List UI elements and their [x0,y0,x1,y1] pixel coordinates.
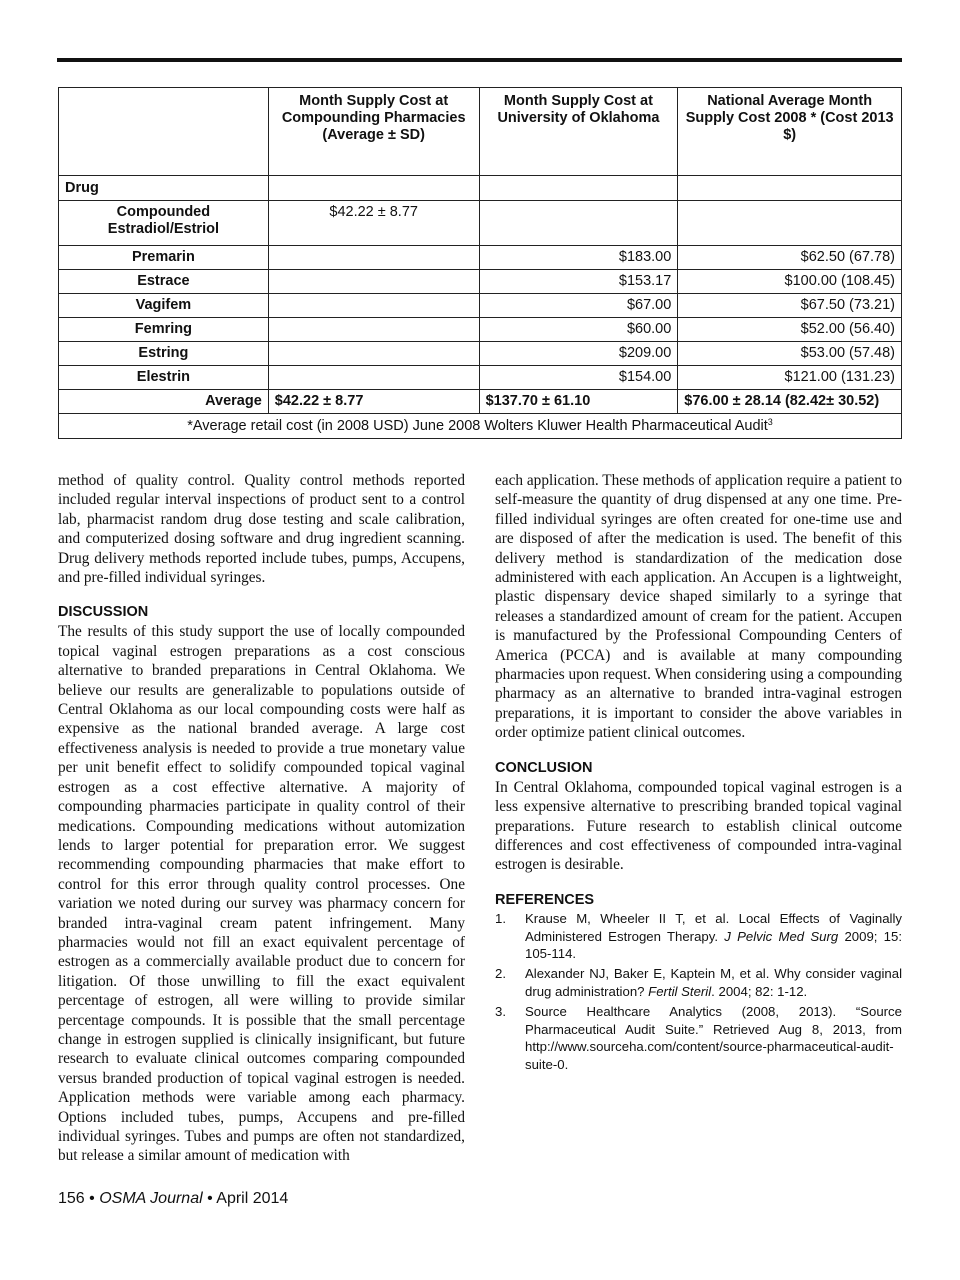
average-compounding: $42.22 ± 8.77 [268,390,479,414]
average-row [59,390,902,414]
reference-number: 3. [495,1003,506,1019]
list-item [495,965,902,1001]
reference-tail: . 2004; 82: 1-12. [711,983,808,999]
header-blank [59,88,269,176]
conclusion-heading: CONCLUSION [495,759,593,776]
ou-cost: $154.00 [479,366,678,390]
compounding-cost [268,294,479,318]
drug-name: Estring [59,342,269,366]
national-cost: $53.00 (57.48) [678,342,902,366]
table-row [59,294,902,318]
ou-cost: $209.00 [479,342,678,366]
header-ou: Month Supply Cost at University of Oklahoma [479,88,678,176]
cost-comparison-table [58,87,902,439]
drug-name: Estrace [59,270,269,294]
table-footnote [59,414,902,439]
average-ou: $137.70 ± 61.10 [479,390,678,414]
reference-text: Alexander NJ, Baker E, Kaptein M, et al. Why consider vaginal drug administration? [525,966,902,999]
left-column [58,471,465,1166]
list-item [495,1003,902,1074]
reference-tail: 2009; 15: 105-114. [525,928,903,962]
discussion-continuation: each application. These methods of application require a patient to self-measure the quantity of drug dispensed at any one time. Pre-filled individual syringes are often created for one-time use and are disposed of after the medication is used. The benefit of this delivery method is standardization of the medication dose administered with each application. An Accupen is a lightweight, plastic dispensary device shaped similarly to a syringe that releases a standardized amount of cream for the patient. Accupen is manufactured by the Professional Compounding Centers of America (PCCA) and is available at many compounding pharmacies upon request. When considering using a compounding pharmacy as an alternative to branded intra-vaginal estrogen preparations, it is important to consider the above variables in order optimize patient clinical outcomes. [495,472,902,742]
compounding-cost: $42.22 ± 8.77 [268,201,479,246]
discussion-heading: DISCUSSION [58,604,149,621]
national-cost: $52.00 (56.40) [678,318,902,342]
references-heading: REFERENCES [495,891,595,908]
references-list [495,910,902,1074]
discussion-text: The results of this study support the use of locally compounded topical vaginal estrogen preparations as a cost conscious alternative to branded preparations in Central Oklahoma. We believe our results are generalizable to populations outside of Central Oklahoma as our local compounding costs were half as expensive as the national branded average. A large cost effectiveness analysis is needed to provide a true monetary value per unit benefit effect to solidify compounded topical vaginal estrogen as a cost effective alternative. A majority of compounding pharmacies participate in quality control of their medications. Compounding medications without automization lends to larger potential for preparation error. We suggest recommending compounding pharmacies that make effort to control for this error through quality control processes. One variation we noted during our survey was pharmacy concern for branded intra-vaginal cream patent infringement. Many pharmacies would not fill an exact equivalent percentage of estrogen as a commercially available product due to concern for litigation. Of those unwilling to fill the exact equivalent percentage of estrogen, all were willing to provide similar percentage compounds. It is possible that the small percentage change in estrogen supplied is clinically insignificant, but future research to evaluate clinical outcomes comparing compounded versus branded production of topical vaginal estrogen is needed. Application methods were variable among each pharmacy. Options included tubes, pumps, Accupens and pre-filled individual syringes. Tubes and pumps are often not standardized, but release a similar amount of medication with [58,623,465,1165]
compounding-cost [268,246,479,270]
header-national: National Average Month Supply Cost 2008 * (Cost 2013 $) [678,88,902,176]
ou-cost: $183.00 [479,246,678,270]
table-row [59,201,902,246]
footer-separator: • [84,1190,100,1207]
table-row [59,318,902,342]
ou-cost: $60.00 [479,318,678,342]
drug-name: Compounded Estradiol/Estriol [59,201,269,246]
table-footnote-row [59,414,902,439]
reference-number: 2. [495,966,506,982]
ou-cost: $153.17 [479,270,678,294]
issue-date: April 2014 [216,1190,289,1207]
reference-journal: Fertil Steril [648,983,712,999]
table-row [59,342,902,366]
page-number: 156 [58,1190,85,1207]
average-national: $76.00 ± 28.14 (82.42± 30.52) [678,390,902,414]
footnote-text: *Average retail cost (in 2008 USD) June 2008 Wolters Kluwer Health Pharmaceutical Audit [187,417,768,434]
right-column [495,471,902,1076]
table-row [59,366,902,390]
drug-name: Premarin [59,246,269,270]
ou-cost [479,201,678,246]
table-row [59,246,902,270]
reference-number: 1. [495,910,506,926]
reference-journal: J Pelvic Med Surg [724,928,839,944]
national-cost: $62.50 (67.78) [678,246,902,270]
table-header-row [59,88,902,176]
footer-separator: • [202,1190,217,1207]
ou-cost: $67.00 [479,294,678,318]
national-cost [678,201,902,246]
average-label: Average [59,390,269,414]
national-cost: $100.00 (108.45) [678,270,902,294]
reference-text: Krause M, Wheeler II T, et al. Local Effects of Vaginally Administered Estrogen Therapy. [525,910,902,944]
compounding-cost [268,270,479,294]
reference-text: Source Healthcare Analytics (2008, 2013). “Source Pharmaceutical Audit Suite.” Retrieved Aug 8, 2013, from http://www.sourceha.com/content/source-pharmaceutical-audit-suite-0. [525,1003,902,1073]
national-cost: $121.00 (131.23) [678,366,902,390]
journal-name: OSMA Journal [99,1190,203,1207]
drug-label-row [59,176,902,201]
footnote-ref: 3 [767,416,773,427]
compounding-cost [268,366,479,390]
page-footer [58,1190,288,1208]
compounding-cost [268,318,479,342]
drug-name: Femring [59,318,269,342]
national-cost: $67.50 (73.21) [678,294,902,318]
conclusion-text: In Central Oklahoma, compounded topical vaginal estrogen is a less expensive alternative to prescribing branded topical vaginal preparations. Future research to establish clinical outcome differences and cost effectiveness of compounded intra-vaginal estrogen is desirable. [495,778,902,874]
list-item [495,910,902,963]
header-compounding: Month Supply Cost at Compounding Pharmacies (Average ± SD) [268,88,479,176]
table-row [59,270,902,294]
top-rule [57,58,902,62]
methods-continuation: method of quality control. Quality control methods reported included regular interval inspections of product sent to a control lab, pharmacist random drug dose testing and scale calibration, and computerized dosing software and drug ingredient scanning. Drug delivery methods reported include tubes, pumps, Accupens, and pre-filled individual syringes. [58,472,465,587]
drug-label: Drug [59,176,269,201]
drug-name: Elestrin [59,366,269,390]
drug-name: Vagifem [59,294,269,318]
compounding-cost [268,342,479,366]
